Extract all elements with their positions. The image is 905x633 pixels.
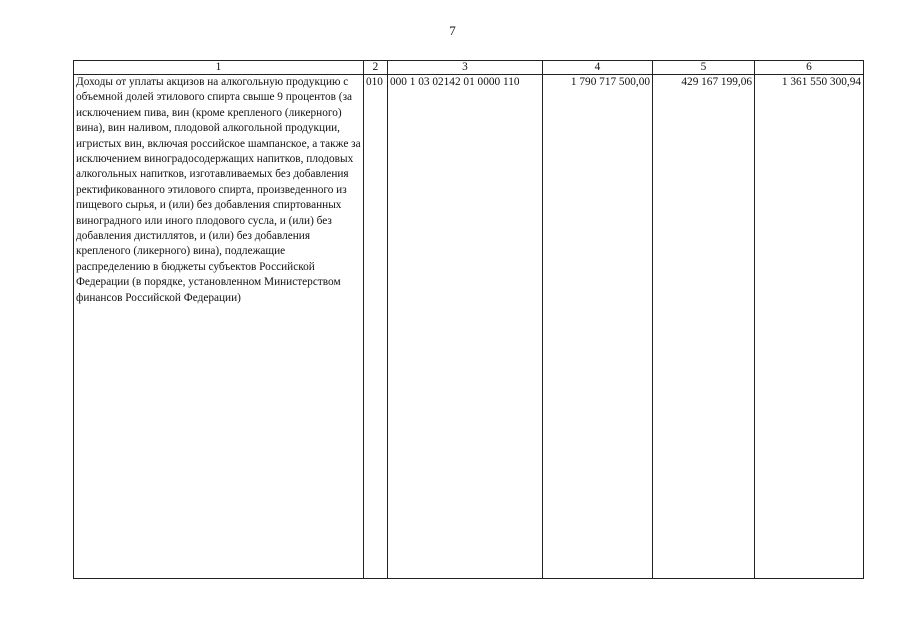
table-header-row xyxy=(74,61,864,75)
column-header-5: 5 xyxy=(653,61,755,75)
amount-col-5: 429 167 199,06 xyxy=(653,75,755,579)
admin-code: 010 xyxy=(364,75,388,579)
column-header-6: 6 xyxy=(755,61,864,75)
amount-col-4: 1 790 717 500,00 xyxy=(543,75,653,579)
amount-col-6: 1 361 550 300,94 xyxy=(755,75,864,579)
column-header-3: 3 xyxy=(388,61,543,75)
revenue-table xyxy=(73,60,864,579)
table-row xyxy=(74,75,864,579)
page-number: 7 xyxy=(449,23,456,38)
column-header-2: 2 xyxy=(364,61,388,75)
budget-classification-code: 000 1 03 02142 01 0000 110 xyxy=(388,75,543,579)
column-header-4: 4 xyxy=(543,61,653,75)
revenue-description: Доходы от уплаты акцизов на алкогольную продукцию с объемной долей этилового спирта свыше 9 процентов (за исключением пива, вин (кроме крепленого (ликерного) вина), вин наливом, плодовой алкогольной продукции, игристых вин, включая российское шампанское, а также за исключением виноградосодержащих напитков, плодовых алкогольных напитков, изготавливаемых без добавления ректификованного этилового спирта, произведенного из пищевого сырья, и (или) без добавления спиртованных виноградного или иного плодового сусла, и (или) без добавления дистиллятов, и (или) без добавления крепленого (ликерного) вина), подлежащие распределению в бюджеты субъектов Российской Федерации (в порядке, установленном Министерством финансов Российской Федерации) xyxy=(74,75,364,579)
column-header-1: 1 xyxy=(74,61,364,75)
